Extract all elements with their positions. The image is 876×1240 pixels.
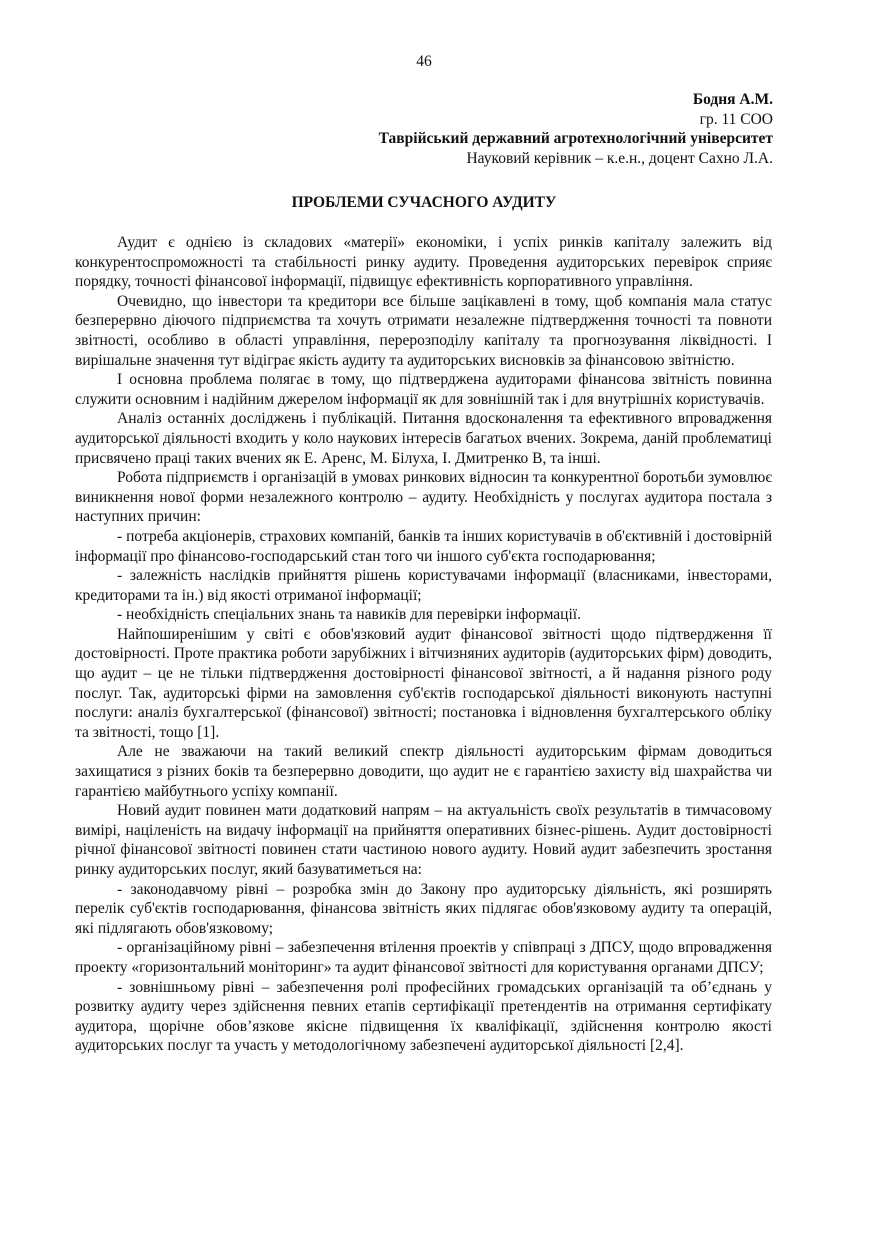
paragraph: І основна проблема полягає в тому, що підтверджена аудиторами фінансова звітність повинна служити основним і надійним джерелом інформації як для зовнішній так і для внутрішніх користувачів.: [75, 371, 772, 408]
supervisor: Науковий керівник – к.е.н., доцент Сахно Л.А.: [466, 149, 773, 167]
paragraph: Новий аудит повинен мати додатковий напрям – на актуальність своїх результатів в тимчасовому вимірі, націленість на видачу інформації на прийняття оперативних бізнес-рішень. Аудит достовірності річної фінансової звітності повинен стати частиною нового аудиту. Новий аудит забезпечить зростання ринку аудиторських послуг, який базуватиметься на:: [75, 802, 772, 878]
university-name: Таврійський державний агротехнологічний університет: [378, 130, 773, 147]
paragraph: Найпоширенішим у світі є обов'язковий аудит фінансової звітності щодо підтвердження її достовірності. Проте практика роботи зарубіжних і вітчизняних аудиторів (аудиторських фірм) доводить, що аудит – це не тільки підтвердження достовірності фінансової звітності, а й надання різного роду послуг. Так, аудиторські фірми на замовлення суб'єктів господарської діяльності виконують наступні послуги: аналіз бухгалтерської (фінансової) звітності; постановка і відновлення бухгалтерського обліку та звітності, тощо [1].: [75, 625, 772, 741]
paragraph: Робота підприємств і організацій в умовах ринкових відносин та конкурентної боротьби зумовлює виникнення нової форми незалежного контролю – аудиту. Необхідність у послугах аудитора постала з наступних причин:: [75, 469, 772, 526]
list-item: - необхідність спеціальних знань та навиків для перевірки інформації.: [117, 606, 581, 624]
list-item: - зовнішньому рівні – забезпечення ролі професійних громадських організацій та об’єднань у розвитку аудиту через здійснення певних етапів сертифікації претендентів на отримання сертифікату аудитора, щорічне обов’язкове якісне підвищення їх кваліфікації, здійснення контролю якості аудиторських послуг та участь у методологічному забезпечені аудиторської діяльності [2,4].: [75, 978, 772, 1055]
list-item: - організаційному рівні – забезпечення втілення проектів у співпраці з ДПСУ, щодо впровадження проекту «горизонтальний моніторинг» та аудит фінансової звітності для користування органами ДПСУ;: [75, 939, 772, 976]
list-item: - залежність наслідків прийняття рішень користувачами інформації (власниками, інвесторами, кредиторами та ін.) від якості отриманої інформації;: [75, 567, 772, 604]
author-name: Бодня А.М.: [692, 91, 773, 108]
paragraph: Аналіз останніх досліджень і публікацій. Питання вдосконалення та ефективного впровадження аудиторської діяльності входить у коло наукових інтересів багатьох вчених. Зокрема, даній проблематиці присвячено праці таких вчених як Е. Аренс, М. Білуха, І. Дмитренко В, та інші.: [75, 410, 772, 467]
author-group: гр. 11 СОО: [699, 110, 773, 128]
article-title: ПРОБЛЕМИ СУЧАСНОГО АУДИТУ: [291, 194, 557, 211]
paragraph: Але не зважаючи на такий великий спектр діяльності аудиторським фірмам доводиться захищатися з різних боків та безперервно доводити, що аудит не є гарантією захисту від шахрайства чи гарантією майбутнього успіху компанії.: [75, 743, 772, 800]
paragraph: Аудит є однією із складових «матерії» економіки, і успіх ринків капіталу залежить від конкурентоспроможності та стабільності ринку аудиту. Проведення аудиторських перевірок сприяє порядку, точності фінансової інформації, підвищує ефективність корпоративного управління.: [75, 234, 772, 291]
list-item: - законодавчому рівні – розробка змін до Закону про аудиторську діяльність, які розширять перелік суб'єктів господарювання, фінансова звітність яких підлягає обов'язковому аудиту та операцій, які підлягають обов'язковому;: [75, 880, 772, 937]
paragraph: Очевидно, що інвестори та кредитори все більше зацікавлені в тому, щоб компанія мала статус безперервно діючого підприємства та хочуть отримати незалежне підтвердження точності та повноти звітності, особливо в області управління, перерозподілу капіталу та прогнозування ліквідності. І вирішальне значення тут відіграє якість аудиту та аудиторських висновків за фінансовою звітністю.: [75, 292, 772, 369]
list-item: - потреба акціонерів, страхових компаній, банків та інших користувачів в об'єктивній і достовірній інформації про фінансово-господарський стан того чи іншого суб'єкта господарювання;: [75, 527, 772, 565]
page-number: 46: [416, 53, 432, 70]
author-block: [253, 90, 773, 168]
article-body: [75, 233, 772, 1056]
